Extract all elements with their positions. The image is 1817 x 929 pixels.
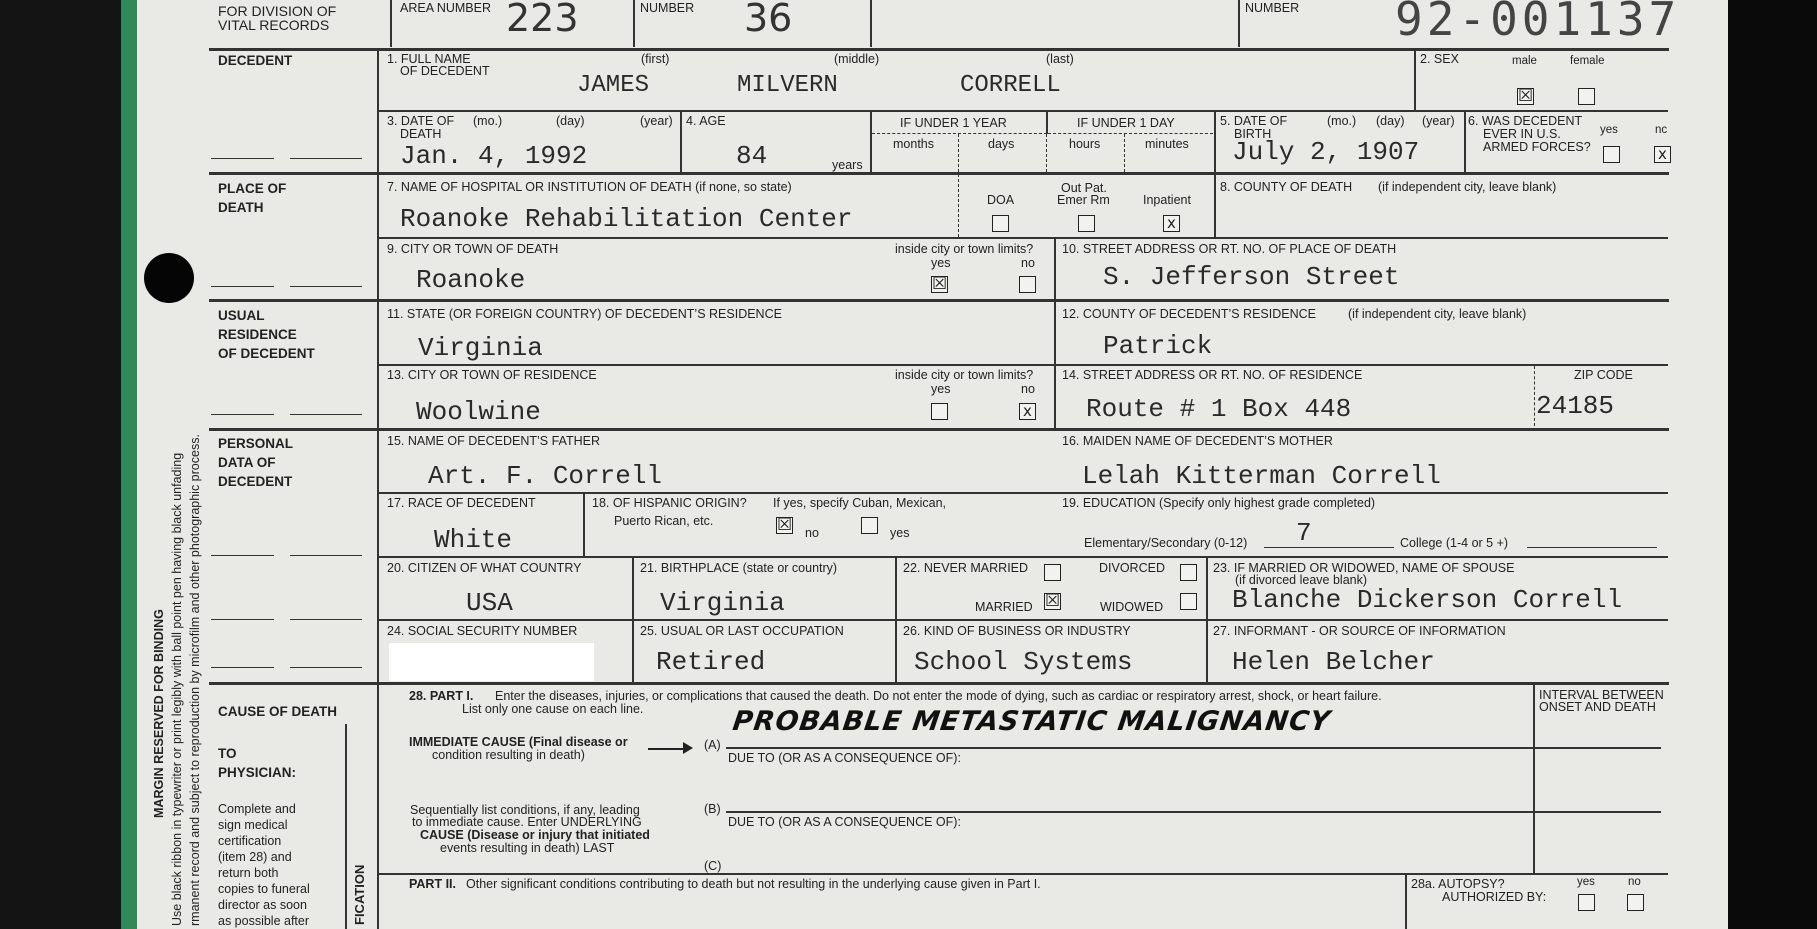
state-number-label: NUMBER xyxy=(1245,1,1300,15)
birthplace-value: Virginia xyxy=(660,588,785,618)
sex-label: 2. SEX xyxy=(1420,52,1459,66)
section-usual-residence-2: RESIDENCE xyxy=(218,327,297,342)
section-decedent: DECEDENT xyxy=(218,53,293,68)
autopsy-yes-checkbox[interactable] xyxy=(1578,894,1595,911)
first-name-caption: (first) xyxy=(641,52,670,66)
division-label: FOR DIVISION OF xyxy=(218,3,337,19)
item10-label: 10. STREET ADDRESS OR RT. NO. OF PLACE OF DEATH xyxy=(1062,242,1397,256)
autopsy-yes-caption: yes xyxy=(1577,876,1595,888)
outpat-caption-2: Emer Rm xyxy=(1057,193,1110,207)
part1-instructions-2: List only one cause on each line. xyxy=(462,702,644,716)
section-cause-of-death: CAUSE OF DEATH xyxy=(218,704,338,719)
section-to-physician-2: PHYSICIAN: xyxy=(218,765,297,780)
college-label: College (1-4 or 5 +) xyxy=(1400,536,1509,550)
item13-yes: yes xyxy=(931,382,951,396)
section-personal-data: PERSONAL xyxy=(218,436,294,451)
city-limits-no-checkbox[interactable] xyxy=(1019,276,1036,293)
item5-mo: (mo.) xyxy=(1327,114,1357,128)
section-place-of-death: PLACE OF xyxy=(218,181,287,196)
punch-hole xyxy=(144,253,194,303)
item9-yes: yes xyxy=(931,256,951,270)
section-place-of-death-2: DEATH xyxy=(218,200,264,215)
item11-label: 11. STATE (OR FOREIGN COUNTRY) OF DECEDENT’S RESIDENCE xyxy=(387,307,782,321)
middle-name-caption: (middle) xyxy=(834,52,880,66)
division-label-2: VITAL RECORDS xyxy=(218,17,330,33)
margin-instructions: Use black ribbon in typewriter or print legibly with ball point pen having black unfading xyxy=(170,452,184,926)
sequential-instructions-2: to immediate cause. Enter UNDERLYING xyxy=(412,815,642,829)
number-label: NUMBER xyxy=(640,1,695,15)
line-b-label: (B) xyxy=(704,802,721,816)
armed-no-caption: nc xyxy=(1655,124,1668,136)
city-limits-yes-checkbox[interactable]: ☒ xyxy=(932,276,948,293)
autopsy-label: 28a. AUTOPSY? xyxy=(1411,877,1505,891)
item27-label: 27. INFORMANT - OR SOURCE OF INFORMATION xyxy=(1213,624,1506,638)
under-day-label: IF UNDER 1 DAY xyxy=(1077,116,1175,130)
first-name: JAMES xyxy=(577,72,650,99)
residence-state: Virginia xyxy=(418,333,543,363)
city-of-death: Roanoke xyxy=(416,265,526,295)
item13-limits: inside city or town limits? xyxy=(895,368,1034,382)
elementary-label: Elementary/Secondary (0-12) xyxy=(1084,536,1248,550)
date-of-birth: July 2, 1907 xyxy=(1232,137,1420,167)
race-value: White xyxy=(434,525,513,555)
item21-label: 21. BIRTHPLACE (state or country) xyxy=(640,561,838,575)
item5-label: 5. DATE OF xyxy=(1220,114,1288,128)
item3-label: 3. DATE OF xyxy=(387,114,455,128)
item5-day: (day) xyxy=(1376,114,1405,128)
item16-label: 16. MAIDEN NAME OF DECEDENT’S MOTHER xyxy=(1062,434,1333,448)
item8-label: 8. COUNTY OF DEATH xyxy=(1220,180,1353,194)
age-years: years xyxy=(832,158,863,172)
inpatient-caption: Inpatient xyxy=(1143,193,1191,207)
item23-label: 23. IF MARRIED OR WIDOWED, NAME OF SPOUSE xyxy=(1213,561,1515,575)
armed-yes-caption: yes xyxy=(1600,124,1618,136)
sequential-instructions-3: CAUSE (Disease or injury that initiated xyxy=(420,828,650,842)
sex-female-checkbox[interactable] xyxy=(1578,88,1595,105)
item5-year: (year) xyxy=(1422,114,1455,128)
item3-mo: (mo.) xyxy=(473,114,503,128)
section-usual-residence: USUAL xyxy=(218,308,265,323)
item1-label-2: OF DECEDENT xyxy=(400,64,490,78)
age-value: 84 xyxy=(736,141,768,171)
married-caption: MARRIED xyxy=(975,600,1033,614)
item4-label: 4. AGE xyxy=(686,114,726,128)
zip-code: 24185 xyxy=(1536,391,1615,421)
interval-label: INTERVAL BETWEEN xyxy=(1539,688,1664,702)
divorced-checkbox[interactable] xyxy=(1180,564,1197,581)
residence-limits-no-checkbox[interactable]: x xyxy=(1019,403,1036,420)
widowed-checkbox[interactable] xyxy=(1180,593,1197,610)
item7-label: 7. NAME OF HOSPITAL OR INSTITUTION OF DEATH (if none, so state) xyxy=(387,180,792,194)
part2-label: PART II. xyxy=(409,877,456,891)
father-name: Art. F. Correll xyxy=(428,461,663,491)
area-number-value: 223 xyxy=(506,0,579,40)
item6-label-2: EVER IN U.S. xyxy=(1483,127,1561,141)
item17-label: 17. RACE OF DECEDENT xyxy=(387,496,536,510)
item23-label-2: (if divorced leave blank) xyxy=(1235,573,1368,587)
street-of-death: S. Jefferson Street xyxy=(1103,262,1400,292)
item9-label: 9. CITY OR TOWN OF DEATH xyxy=(387,242,559,256)
item6-label-3: ARMED FORCES? xyxy=(1483,140,1591,154)
area-number-label: AREA NUMBER xyxy=(400,1,491,15)
item1-label: 1. FULL NAME xyxy=(387,52,471,66)
section-personal-data-3: DECEDENT xyxy=(218,474,293,489)
elementary-value: 7 xyxy=(1296,518,1312,548)
immediate-cause-label: IMMEDIATE CAUSE (Final disease or xyxy=(409,735,628,749)
divorced-caption: DIVORCED xyxy=(1099,561,1165,575)
hospital-name: Roanoke Rehabilitation Center xyxy=(400,204,853,234)
item3-year: (year) xyxy=(640,114,673,128)
hispanic-no-checkbox[interactable]: ☒ xyxy=(777,517,793,534)
ssn-redacted xyxy=(389,643,594,681)
item13-no: no xyxy=(1021,382,1035,396)
section-to-physician: TO xyxy=(218,746,237,761)
item18-note-2: Puerto Rican, etc. xyxy=(614,514,714,528)
item12-label: 12. COUNTY OF DECEDENT’S RESIDENCE xyxy=(1062,307,1316,321)
residence-city: Woolwine xyxy=(416,397,541,427)
zip-label: ZIP CODE xyxy=(1574,368,1633,382)
state-file-number: 92-001137 xyxy=(1395,0,1681,46)
mother-maiden-name: Lelah Kitterman Correll xyxy=(1082,461,1441,491)
item15-label: 15. NAME OF DECEDENT’S FATHER xyxy=(387,434,600,448)
armed-forces-yes-checkbox[interactable] xyxy=(1603,146,1620,163)
immediate-cause-label-2: condition resulting in death) xyxy=(432,748,585,762)
item25-label: 25. USUAL OR LAST OCCUPATION xyxy=(640,624,844,638)
residence-county: Patrick xyxy=(1103,331,1213,361)
item9-no: no xyxy=(1021,256,1035,270)
number-value: 36 xyxy=(744,0,793,40)
item19-label: 19. EDUCATION (Specify only highest grade completed) xyxy=(1062,496,1376,510)
sequential-instructions: Sequentially list conditions, if any, leading xyxy=(410,803,640,817)
last-name: CORRELL xyxy=(960,72,1061,99)
hispanic-no-caption: no xyxy=(805,526,819,540)
item6-label: 6. WAS DECEDENT xyxy=(1468,114,1583,128)
item26-label: 26. KIND OF BUSINESS OR INDUSTRY xyxy=(903,624,1131,638)
sex-male-checkbox[interactable]: ☒ xyxy=(1518,88,1534,105)
hispanic-yes-caption: yes xyxy=(890,526,910,540)
under-year-label: IF UNDER 1 YEAR xyxy=(900,116,1007,130)
never-married-checkbox[interactable] xyxy=(1044,564,1061,581)
item3-label-2: DEATH xyxy=(400,127,442,141)
item18-note: If yes, specify Cuban, Mexican, xyxy=(773,496,946,510)
sequential-instructions-4: events resulting in death) LAST xyxy=(440,841,615,855)
widowed-caption: WIDOWED xyxy=(1100,600,1164,614)
scanned-document: MARGIN RESERVED FOR BINDING Use black ribbon in typewriter or print legibly with ball point pen having black unfading rmanent record and subject to reproduction by microfilm and other photographic process. FOR DIVISION OF VITAL RECORDS AREA NUMBER 223 NUMBER 36 NUMBER 92-001137 DECEDENT PLACE OF DEATH USUAL RESIDENCE OF DECEDENT PERSONAL DATA OF DECEDENT CAUSE OF DEATH TO PHYSICIAN: Complete and sign medical certification (item 28) and return both copies to funeral director as soon as possible after FICATION 1. FULL NAME OF DECEDENT (first) (middle) (last) JAMES MILVERN CORRELL 2. SEX male female ☒ 3. DATE OF DEATH (mo.) (day) (year) Jan. 4, 1992 4. AGE 84 years IF UNDER 1 YEAR IF UNDER 1 DAY months days hours minutes 5. DATE OF BIRTH (mo.) (day) (year) July 2, 1907 6. WAS DECEDENT EVER IN U.S. ARMED FORCES? yes nc x 7. NAME OF HOSPITAL OR INSTITUTION OF DEATH (if none, so state) Roanoke Rehabilitation Center DOA Out Pat. Emer Rm Inpatient x 8. COUNTY OF DEATH (if independent city, leave blank) 9. CITY OR TOWN OF DEATH Roanoke inside city or town limits? yes no ☒ 10. STREET ADDRESS OR RT. NO. OF PLACE OF DEATH S. Jefferson Street 11. STATE (OR FOREIGN COUNTRY) OF DECEDENT’S RESIDENCE Virginia 12. COUNTY OF DECEDENT’S RESIDENCE (if independent city, leave blank) Patrick 13. CITY OR TOWN OF RESIDENCE Woolwine inside city or town limits? yes no x 14. STREET ADDRESS OR RT. NO. OF RESIDENCE Route # 1 Box 448 ZIP CODE 24185 15. NAME OF DECEDENT’S FATHER Art. F. Correll 16. MAIDEN NAME OF DECEDENT’S MOTHER Lelah Kitterman Correll 17. RACE OF DECEDENT White 18. OF HISPANIC ORIGIN? If yes, specify Cuban, Mexican, Puerto Rican, etc. ☒ no yes 19. EDUCATION (Specify only highest grade completed) Elementary/Secondary (0-12) 7 College (1-4 or 5 +) 20. CITIZEN OF WHAT COUNTRY USA 21. BIRTHPLACE (state or country) Virginia 22. NEVER MARRIED DIVORCED MARRIED ☒ WIDOWED 23. IF MARRIED OR WIDOWED, NAME OF SPOUSE (if divorced leave blank) Blanche Dickerson Correll 24. SOCIAL SECURITY NUMBER 25. USUAL OR LAST OCCUPATION Retired 26. KIND OF BUSINESS OR INDUSTRY School Systems 27. INFORMANT - OR SOURCE OF INFORMATION Helen Belcher 28. PART I. Enter the diseases, injuries, or complications that caused the death. Do not enter the mode of dying, such as cardiac or respiratory arrest, shock, or heart failure. List only one cause on each line. INTERVAL BETWEEN ONSET AND DEATH IMMEDIATE CAUSE (Final disease or condition resulting in death) (A) PROBABLE METASTATIC MALIGNANCY DUE TO (OR AS A CONSEQUENCE OF): Sequentially list conditions, if any, leading to immediate cause. Enter UNDERLYING CAUSE (Disease or injury that initiated events resulting in death) LAST (B) DUE TO (OR AS A CONSEQUENCE OF): (C) PART II. Other significant conditions contributing to death but not resulting in the underlying cause given in Part I. 28a. AUTOPSY? AUTHORIZED BY: yes no xyxy=(0,0,1817,929)
line-a-label: (A) xyxy=(704,738,721,752)
item14-label: 14. STREET ADDRESS OR RT. NO. OF RESIDENCE xyxy=(1062,368,1363,382)
autopsy-no-checkbox[interactable] xyxy=(1627,894,1644,911)
residence-street: Route # 1 Box 448 xyxy=(1086,394,1352,424)
last-name-caption: (last) xyxy=(1046,52,1074,66)
days-label: days xyxy=(988,137,1015,151)
margin-instructions-2: rmanent record and subject to reproduction by microfilm and other photographic process. xyxy=(188,434,202,926)
due-to-label-1: DUE TO (OR AS A CONSEQUENCE OF): xyxy=(728,751,961,765)
item20-label: 20. CITIZEN OF WHAT COUNTRY xyxy=(387,561,582,575)
female-caption: female xyxy=(1570,55,1605,67)
section-usual-residence-3: OF DECEDENT xyxy=(218,346,315,361)
margin-binding-note: MARGIN RESERVED FOR BINDING xyxy=(152,609,166,818)
line-c-label: (C) xyxy=(704,859,722,873)
item13-label: 13. CITY OR TOWN OF RESIDENCE xyxy=(387,368,597,382)
armed-forces-no-checkbox[interactable]: x xyxy=(1654,146,1671,163)
residence-limits-yes-checkbox[interactable] xyxy=(931,403,948,420)
autopsy-no-caption: no xyxy=(1628,876,1641,888)
due-to-label-2: DUE TO (OR AS A CONSEQUENCE OF): xyxy=(728,815,961,829)
date-of-death: Jan. 4, 1992 xyxy=(400,141,588,171)
scan-border xyxy=(1728,0,1817,929)
interval-label-2: ONSET AND DEATH xyxy=(1539,700,1656,714)
middle-name: MILVERN xyxy=(737,72,838,99)
part1-instructions: Enter the diseases, injuries, or complications that caused the death. Do not enter the mode of dying, such as cardiac or respiratory arrest, shock, or heart failure. xyxy=(495,689,1382,703)
item18-label: 18. OF HISPANIC ORIGIN? xyxy=(592,496,747,510)
cause-a-value: PROBABLE METASTATIC MALIGNANCY xyxy=(730,706,1333,737)
hispanic-yes-checkbox[interactable] xyxy=(861,517,878,534)
outpat-caption: Out Pat. xyxy=(1061,181,1107,195)
doa-checkbox[interactable] xyxy=(992,215,1009,232)
cause-arrow xyxy=(648,748,686,750)
never-married-caption: 22. NEVER MARRIED xyxy=(903,561,1029,575)
inpatient-checkbox[interactable]: x xyxy=(1163,215,1180,232)
occupation-value: Retired xyxy=(656,647,766,677)
spouse-name: Blanche Dickerson Correll xyxy=(1232,585,1623,615)
outpat-checkbox[interactable] xyxy=(1078,215,1095,232)
part2-instructions: Other significant conditions contributing to death but not resulting in the underlying cause given in Part I. xyxy=(466,877,1041,891)
minutes-label: minutes xyxy=(1145,137,1189,151)
binding-strip xyxy=(121,0,137,929)
item5-label-2: BIRTH xyxy=(1234,127,1272,141)
informant-value: Helen Belcher xyxy=(1232,647,1435,677)
autopsy-label-2: AUTHORIZED BY: xyxy=(1442,890,1547,904)
section-personal-data-2: DATA OF xyxy=(218,455,276,470)
business-value: School Systems xyxy=(914,647,1133,677)
item12-note: (if independent city, leave blank) xyxy=(1348,307,1527,321)
certification-vertical: FICATION xyxy=(352,864,367,925)
item24-label: 24. SOCIAL SECURITY NUMBER xyxy=(387,624,578,638)
item8-note: (if independent city, leave blank) xyxy=(1378,180,1557,194)
married-checkbox[interactable]: ☒ xyxy=(1045,593,1061,610)
citizen-country: USA xyxy=(466,588,513,618)
part1-label: 28. PART I. xyxy=(409,689,474,703)
months-label: months xyxy=(893,137,934,151)
item3-day: (day) xyxy=(556,114,585,128)
doa-caption: DOA xyxy=(987,193,1015,207)
item9-limits: inside city or town limits? xyxy=(895,242,1034,256)
hours-label: hours xyxy=(1069,137,1101,151)
male-caption: male xyxy=(1512,55,1537,67)
